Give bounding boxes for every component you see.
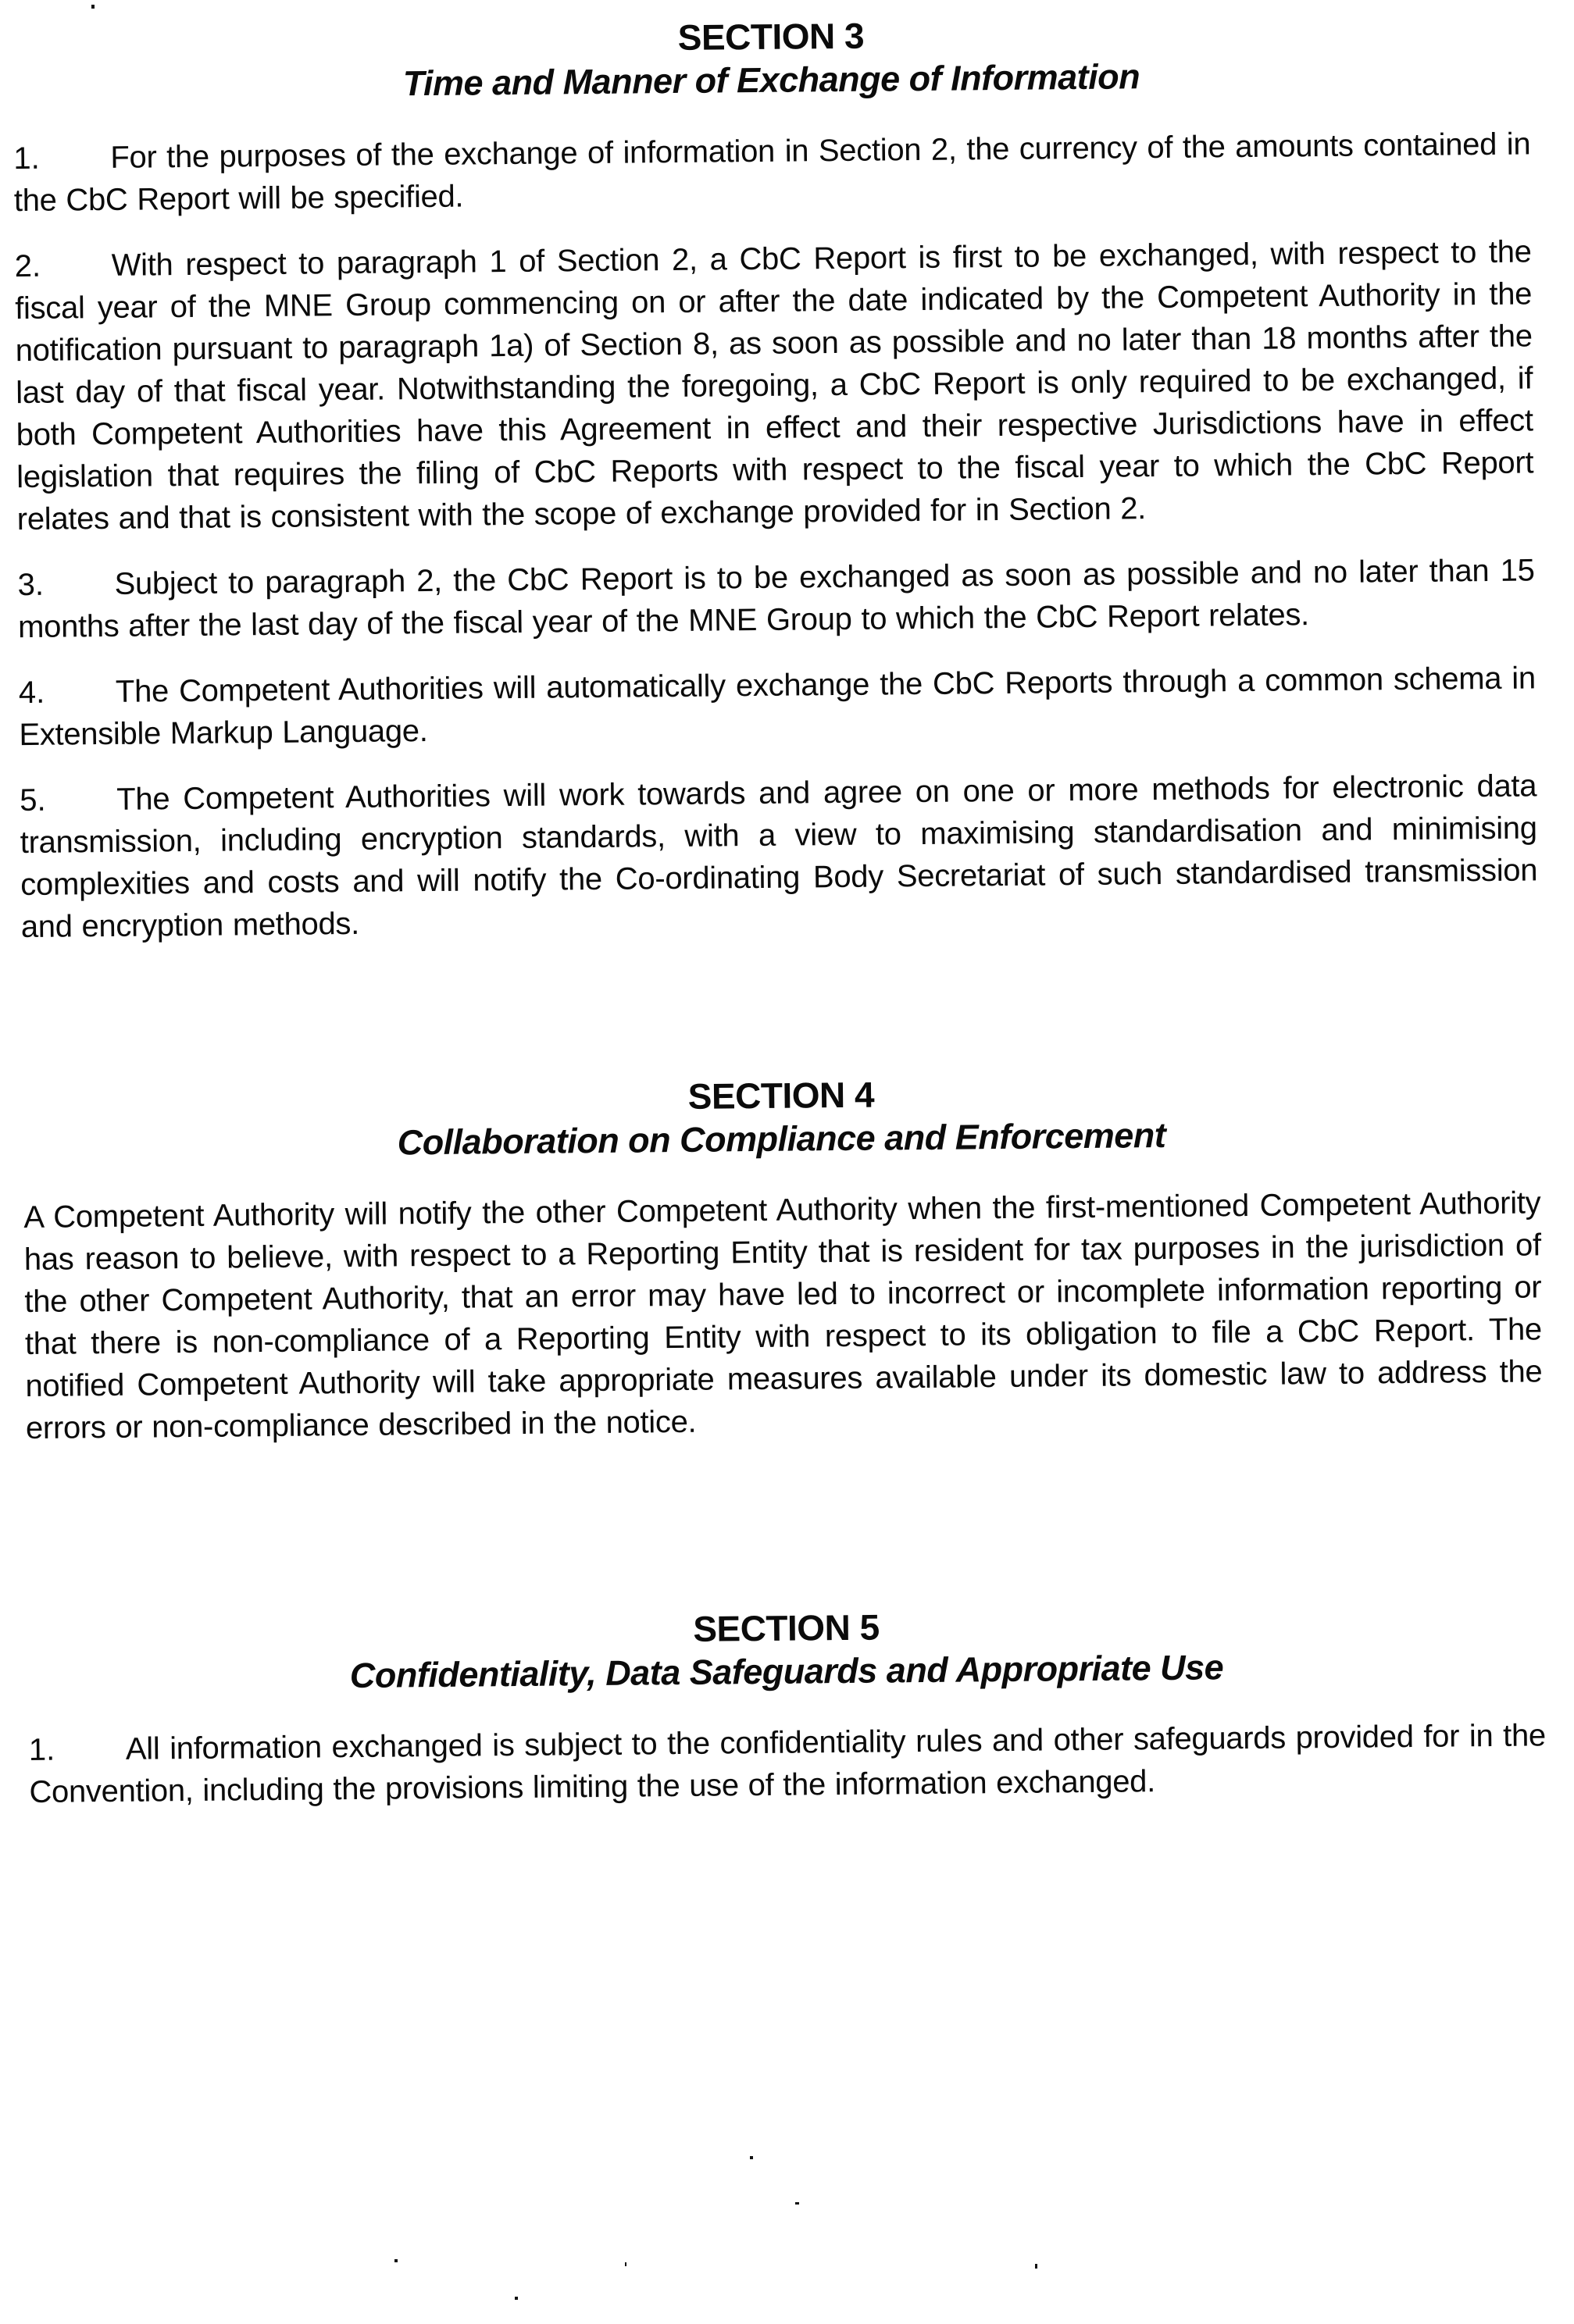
scan-speckle (795, 2202, 799, 2205)
section-5-paragraph-1 (29, 1714, 1547, 1813)
paragraph-text: All information exchanged is subject to the confidentiality rules and other safeguards provided for in the Convention, including the provisions limiting the use of the information exchanged. (29, 1718, 1547, 1810)
section-4-heading: SECTION 4 (687, 1074, 875, 1117)
paragraph-number: 1. (28, 1732, 55, 1768)
paragraph-text: The Competent Authorities will automatically exchange the CbC Reports through a common schema in Extensible Markup Language. (19, 661, 1537, 753)
scan-speckle (515, 2297, 518, 2300)
section-5 (27, 1600, 1546, 1813)
paragraph-text: Subject to paragraph 2, the CbC Report is to be exchanged as soon as possible and no later than 15 months after the last day of the fiscal year of the MNE Group to which the CbC Report relates. (17, 553, 1535, 645)
section-3-heading: SECTION 3 (677, 15, 865, 58)
section-4-paragraph (23, 1182, 1543, 1449)
section-5-heading: SECTION 5 (693, 1606, 880, 1649)
section-4-subtitle: Collaboration on Compliance and Enforcement (397, 1115, 1166, 1163)
paragraph-number: 2. (14, 248, 41, 284)
paragraph-number: 4. (18, 675, 45, 711)
scan-speckle (625, 2262, 626, 2266)
paragraph-1 (13, 123, 1531, 222)
paragraph-4 (19, 657, 1537, 756)
scan-speckle (394, 2259, 398, 2262)
scan-speckle (91, 5, 95, 9)
paragraph-5 (20, 765, 1538, 948)
paragraph-3 (17, 549, 1535, 648)
paragraph-number: 3. (17, 567, 45, 603)
paragraph-number: 5. (20, 782, 46, 818)
scan-speckle (1035, 2264, 1037, 2269)
paragraph-text: With respect to paragraph 1 of Section 2, a CbC Report is first to be exchanged, with respect to the fiscal year of the MNE Group commencing on or after the date indicated by the Competent Authority in the notification pursuant to paragraph 1a) of Section 8, as soon as possible and no later than 18 months after the last day of that fiscal year. Notwithstanding the foregoing, a CbC Report is only required to be exchanged, if both Competent Authorities have this Agreement in effect and their respective Jurisdictions have in effect legislation that requires the filing of CbC Reports with respect to the fiscal year to which the CbC Report relates and that is consistent with the scope of exchange provided for in Section 2. (15, 234, 1534, 537)
section-4 (23, 1068, 1543, 1449)
section-5-subtitle: Confidentiality, Data Safeguards and Appropriate Use (349, 1647, 1224, 1696)
paragraph-text: A Competent Authority will notify the other Competent Authority when the first-mentioned Competent Authority has reason to believe, with respect to a Reporting Entity that is resident for tax purposes in the jurisdiction of the other Competent Authority, that an error may have led to incorrect or incomplete information reporting or that there is non-compliance of a Reporting Entity with respect to its obligation to file a CbC Report. The notified Competent Authority will take appropriate measures available under its domestic law to address the errors or non-compliance described in the notice. (23, 1185, 1543, 1446)
document-text-block (12, 9, 1547, 1837)
paragraph-text: For the purposes of the exchange of information in Section 2, the currency of the amounts contained in the CbC Report will be specified. (13, 127, 1531, 219)
paragraph-number: 1. (13, 141, 40, 176)
paragraph-2 (14, 230, 1534, 540)
paragraph-text: The Competent Authorities will work towards and agree on one or more methods for electronic data transmission, including encryption standards, with a view to maximising standardisation and minimising complexities and costs and will notify the Co-ordinating Body Secretariat of such standardised transmission and encryption methods. (20, 768, 1538, 945)
scan-speckle (750, 2156, 753, 2159)
section-3-subtitle: Time and Manner of Exchange of Information (402, 56, 1140, 104)
section-3 (12, 9, 1538, 948)
